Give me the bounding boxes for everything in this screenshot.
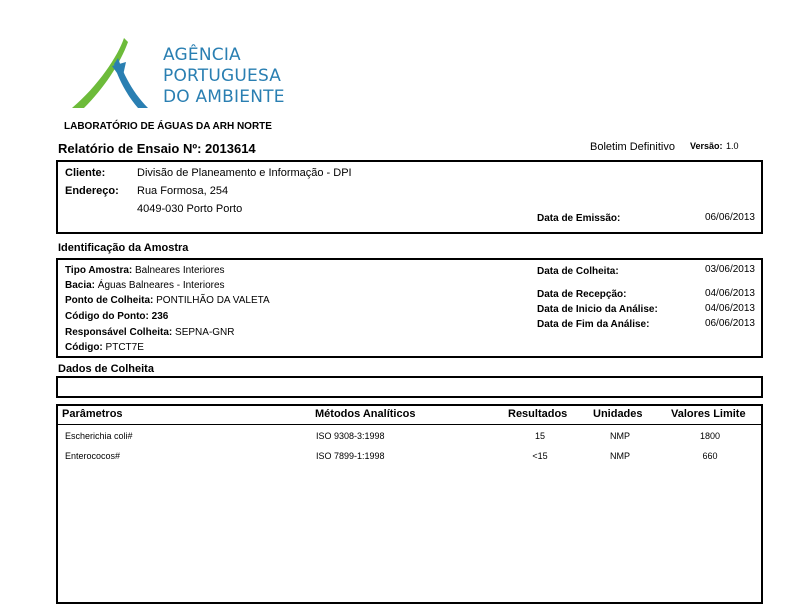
row-2-limit: 660 <box>702 451 718 461</box>
row-1-limit: 1800 <box>699 431 721 441</box>
sample-responsible <box>65 327 235 338</box>
lab-name: LABORATÓRIO DE ÁGUAS DA ARH NORTE <box>64 121 272 132</box>
address-label: Endereço: <box>65 185 119 197</box>
reception-date-label: Data de Recepção: <box>537 289 627 300</box>
sample-point-code <box>65 311 168 322</box>
report-title: Relatório de Ensaio Nº: 2013614 <box>58 141 256 156</box>
header-methods: Métodos Analíticos <box>315 408 416 420</box>
sample-responsible-value: SEPNA-GNR <box>175 327 235 338</box>
sample-type <box>65 265 225 276</box>
results-table <box>56 404 763 604</box>
analysis-start-label: Data de Inicio da Análise: <box>537 304 658 315</box>
report-version-label: Versão: <box>690 141 723 151</box>
sample-basin-value: Águas Balneares - Interiores <box>97 280 225 291</box>
agency-name <box>163 45 285 108</box>
client-label: Cliente: <box>65 167 106 179</box>
sample-code-label: Código: <box>65 342 103 353</box>
report-status: Boletim Definitivo <box>590 141 675 153</box>
header-limits: Valores Limite <box>671 408 746 420</box>
address-line-2: 4049-030 Porto Porto <box>137 203 243 215</box>
issue-date-label: Data de Emissão: <box>537 213 621 224</box>
row-2-parameter: Enterococos# <box>65 451 121 461</box>
row-2-method: ISO 7899-1:1998 <box>316 451 385 461</box>
sample-type-value: Balneares Interiores <box>135 265 225 276</box>
sample-point-value: PONTILHÃO DA VALETA <box>156 295 270 306</box>
header-results: Resultados <box>508 408 568 420</box>
collect-date-value: 03/06/2013 <box>704 264 755 275</box>
results-header-divider <box>57 424 762 425</box>
address-line-1: Rua Formosa, 254 <box>137 185 229 197</box>
row-1-result: 15 <box>534 431 545 441</box>
sample-point-label: Ponto de Colheita: <box>65 295 154 306</box>
collection-section-title: Dados de Colheita <box>58 363 154 375</box>
analysis-start-value: 04/06/2013 <box>704 303 755 314</box>
report-version-value: 1.0 <box>726 141 739 151</box>
header-units: Unidades <box>593 408 643 420</box>
agency-name-line-2: PORTUGUESA <box>163 66 282 86</box>
collection-box <box>56 376 763 398</box>
sample-type-label: Tipo Amostra: <box>65 265 133 276</box>
agency-logo-icon <box>68 36 158 112</box>
row-1-parameter: Escherichia coli# <box>65 431 133 441</box>
sample-code-value: PTCT7E <box>105 342 144 353</box>
agency-logo <box>68 36 158 112</box>
sample-section-title: Identificação da Amostra <box>58 242 189 254</box>
sample-basin <box>65 280 225 291</box>
reception-date-value: 04/06/2013 <box>704 288 755 299</box>
issue-date-value: 06/06/2013 <box>704 212 755 223</box>
sample-point-code-value: 236 <box>151 311 169 322</box>
analysis-end-label: Data de Fim da Análise: <box>537 319 650 330</box>
row-1-unit: NMP <box>610 431 630 441</box>
sample-point-code-label: Código do Ponto: <box>65 311 149 322</box>
agency-name-line-3: DO AMBIENTE <box>163 87 285 107</box>
row-2-unit: NMP <box>610 451 630 461</box>
client-value: Divisão de Planeamento e Informação - DPI <box>137 167 352 179</box>
row-1-method: ISO 9308-3:1998 <box>316 431 385 441</box>
sample-basin-label: Bacia: <box>65 280 96 291</box>
agency-name-line-1: AGÊNCIA <box>163 45 241 65</box>
sample-responsible-label: Responsável Colheita: <box>65 327 173 338</box>
collect-date-label: Data de Colheita: <box>537 266 619 277</box>
analysis-end-value: 06/06/2013 <box>704 318 755 329</box>
sample-code <box>65 342 144 353</box>
header-parameters: Parâmetros <box>62 408 123 420</box>
row-2-result: <15 <box>532 451 548 461</box>
sample-point <box>65 295 270 306</box>
